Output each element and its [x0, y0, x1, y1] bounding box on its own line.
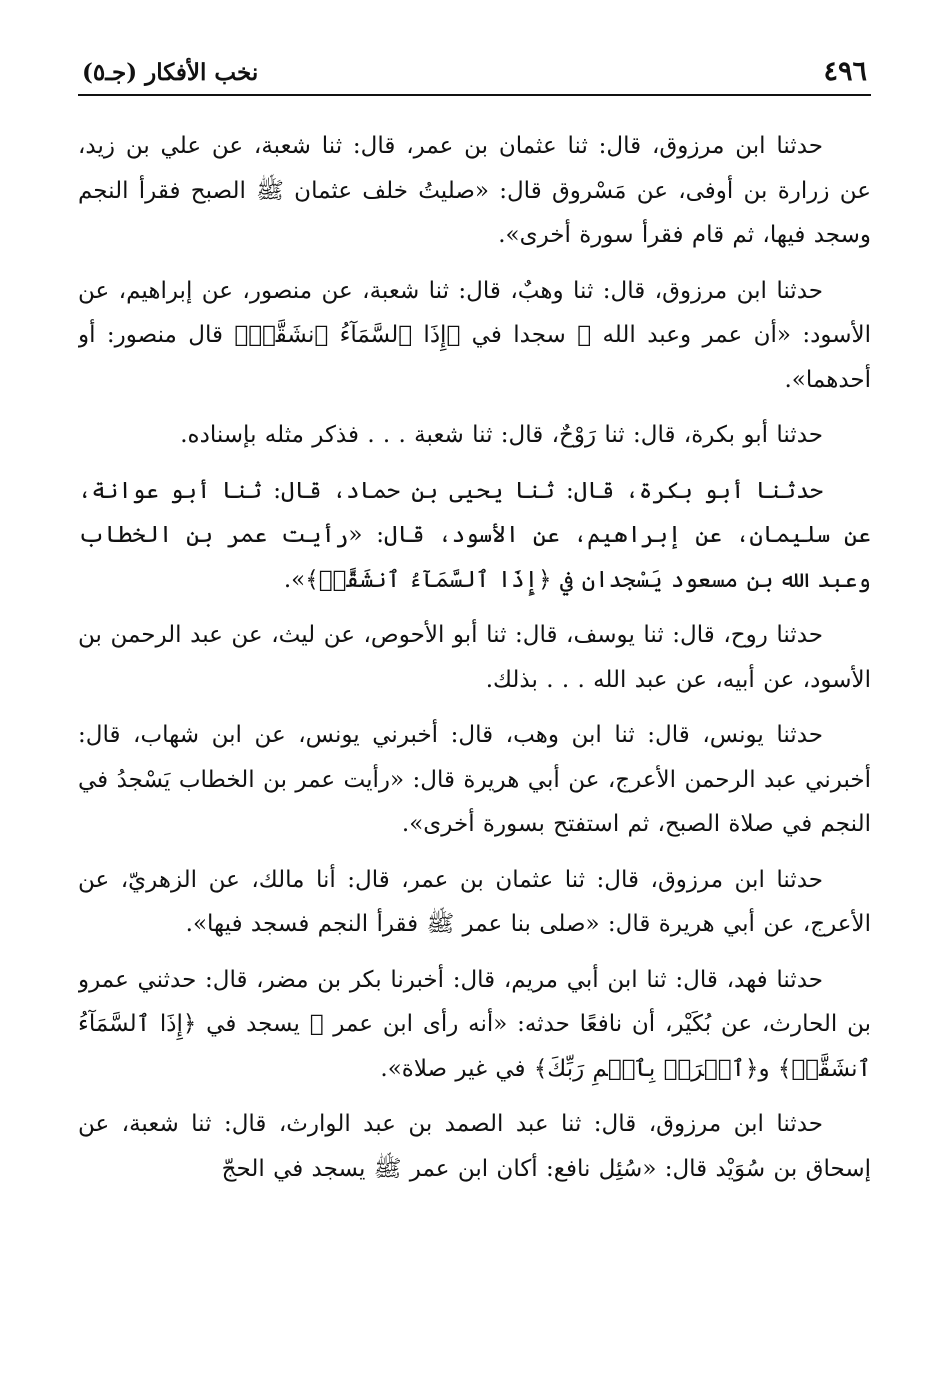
hadith-paragraph: حدثنا ابن مرزوق، قال: ثنا عثمان بن عمر، قال: أنا مالك، عن الزهريّ، عن الأعرج، عن أبي هريرة قال: «صلى بنا عمر ﷺ فقرأ النجم فسجد فيها». [78, 866, 871, 937]
hadith-paragraph: حدثنا فهد، قال: ثنا ابن أبي مريم، قال: أخبرنا بكر بن مضر، قال: حدثني عمرو بن الحارث، عن بُكَيْر، أن نافعًا حدثه: «أنه رأى ابن عمر ﷺ يسجد في ﴿إِذَا ٱلسَّمَآءُ ٱنشَقَّتۡ﴾ و﴿ٱقۡرَأۡ بِٱسۡمِ رَبِّكَ﴾ في غير صلاة». [78, 966, 871, 1082]
hadith-paragraph: حدثنا ابن مرزوق، قال: ثنا عثمان بن عمر، قال: ثنا شعبة، عن علي بن زيد، عن زرارة بن أوفى، عن مَسْروق قال: «صليتُ خلف عثمان ﷺ الصبح فقرأ النجم وسجد فيها، ثم قام فقرأ سورة أخرى». [78, 133, 871, 248]
hadith-paragraph: حدثنا يونس، قال: ثنا ابن وهب، قال: أخبرني يونس، عن ابن شهاب، قال: أخبرني عبد الرحمن الأعرج، عن أبي هريرة قال: «رأيت عمر بن الخطاب يَسْجدُ في النجم في صلاة الصبح، ثم استفتح بسورة أخرى». [78, 722, 871, 837]
page-number: ٤٩٦ [823, 56, 867, 87]
book-title: نخب الأفكار (جـ٥) [82, 59, 259, 86]
page-body [78, 96, 871, 1191]
hadith-paragraph: حدثنا ابن مرزوق، قال: ثنا وهبٌ، قال: ثنا شعبة، عن منصور، عن إبراهيم، عن الأسود: «أن عمر وعبد الله ﷺ سجدا في ﴿إِذَا ٱلسَّمَآءُ ٱنشَقَّتۡ﴾ قال منصور: أو أحدهما». [78, 277, 871, 393]
running-header [78, 52, 871, 96]
hadith-paragraph: حدثنا أبو بكرة، قال: ثنا يحيى بن حماد، قال: ثنا أبو عوانة، عن سليمان، عن إبراهيم، عن الأسود، قال: «رأيت عمر بن الخطاب وعبد الله بن مسعود يَسْجدان في ﴿إِذَا ٱلسَّمَآءُ ٱنشَقَّتۡ﴾». [78, 477, 871, 593]
hadith-paragraph: حدثنا أبو بكرة، قال: ثنا رَوْحٌ، قال: ثنا شعبة . . . فذكر مثله بإسناده. [180, 422, 823, 448]
hadith-paragraph: حدثنا روح، قال: ثنا يوسف، قال: ثنا أبو الأحوص، عن ليث، عن عبد الرحمن بن الأسود، عن أبيه، عن عبد الله . . . بذلك. [78, 622, 871, 693]
hadith-paragraph: حدثنا ابن مرزوق، قال: ثنا عبد الصمد بن عبد الوارث، قال: ثنا شعبة، عن إسحاق بن سُوَيْد قال: «سُئِل نافع: أكان ابن عمر ﷺ يسجد في الحجّ [78, 1111, 871, 1182]
book-page [78, 52, 871, 1352]
